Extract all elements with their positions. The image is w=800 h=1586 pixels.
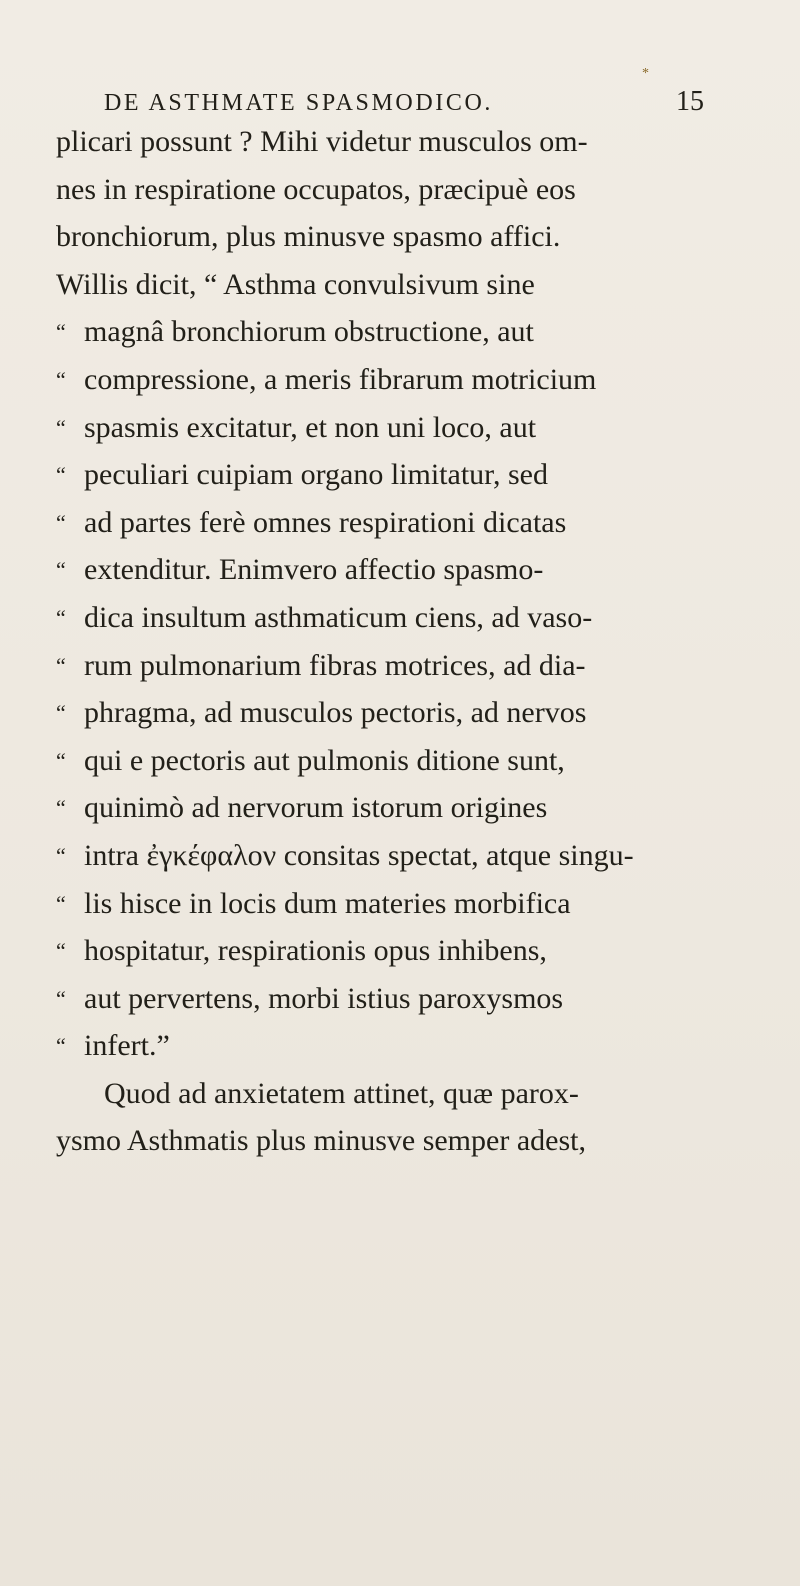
line-text: aut pervertens, morbi istius paroxysmos [84, 981, 564, 1015]
text-line [56, 499, 756, 547]
quote-mark: “ [56, 509, 66, 535]
text-line [56, 546, 756, 594]
line-text: hospitatur, respirationis opus inhibens, [84, 934, 547, 968]
page-number: 15 [676, 86, 704, 117]
quote-mark: “ [56, 842, 66, 868]
line-text: extenditur. Enimvero affectio spasmo- [84, 553, 544, 587]
line-text: bronchiorum, plus minusve spasmo affici. [56, 220, 561, 254]
line-text: ad partes ferè omnes respirationi dicatas [84, 505, 567, 539]
line-text: compressione, a meris fibrarum motricium [84, 362, 597, 396]
line-text: rum pulmonarium fibras motrices, ad dia- [84, 648, 586, 682]
line-text: Quod ad anxietatem attinet, quæ parox- [104, 1076, 579, 1110]
line-text: plicari possunt ? Mihi videtur musculos om- [56, 125, 588, 158]
text-line [56, 166, 756, 214]
text-line [56, 451, 756, 499]
text-line [56, 642, 756, 690]
text-line [56, 404, 756, 452]
ink-mark: * [642, 66, 649, 81]
quote-mark: “ [56, 319, 66, 345]
quote-mark: “ [56, 462, 66, 488]
text-line [56, 594, 756, 642]
text-line [56, 1070, 756, 1118]
running-title: DE ASTHMATE SPASMODICO. [104, 90, 493, 116]
quote-mark: “ [56, 1033, 66, 1059]
quote-mark: “ [56, 366, 66, 392]
text-line [56, 832, 756, 880]
quote-mark: “ [56, 795, 66, 821]
text-line [56, 784, 756, 832]
text-line [56, 356, 756, 404]
line-text: infert.” [84, 1029, 170, 1063]
text-line [56, 1022, 756, 1070]
quote-mark: “ [56, 890, 66, 916]
text-line [56, 880, 756, 928]
line-text: ysmo Asthmatis plus minusve semper adest, [56, 1124, 586, 1158]
text-line [56, 1117, 756, 1165]
text-line [56, 213, 756, 261]
text-line [56, 261, 756, 309]
quote-mark: “ [56, 938, 66, 964]
line-text: spasmis excitatur, et non uni loco, aut [84, 410, 537, 444]
text-line [56, 118, 756, 166]
text-line [56, 308, 756, 356]
quote-mark: “ [56, 652, 66, 678]
quote-mark: “ [56, 700, 66, 726]
body-text [56, 118, 756, 1165]
running-head [0, 82, 800, 122]
line-text: nes in respiratione occupatos, præcipuè eos [56, 172, 576, 206]
quote-mark: “ [56, 985, 66, 1011]
line-text: quinimò ad nervorum istorum origines [84, 791, 548, 825]
line-text: peculiari cuipiam organo limitatur, sed [84, 458, 548, 492]
text-line [56, 975, 756, 1023]
line-text: intra ἐγκέφαλον consitas spectat, atque singu- [84, 838, 634, 872]
line-text: phragma, ad musculos pectoris, ad nervos [84, 696, 587, 730]
line-text: Willis dicit, “ Asthma convulsivum sine [56, 267, 535, 301]
quote-mark: “ [56, 604, 66, 630]
line-text: magnâ bronchiorum obstructione, aut [84, 315, 534, 349]
line-text: qui e pectoris aut pulmonis ditione sunt, [84, 743, 565, 777]
text-line [56, 737, 756, 785]
quote-mark: “ [56, 414, 66, 440]
quote-mark: “ [56, 557, 66, 583]
quote-mark: “ [56, 747, 66, 773]
line-text: lis hisce in locis dum materies morbifica [84, 886, 571, 920]
text-line [56, 927, 756, 975]
text-line [56, 689, 756, 737]
line-text: dica insultum asthmaticum ciens, ad vaso- [84, 600, 593, 634]
